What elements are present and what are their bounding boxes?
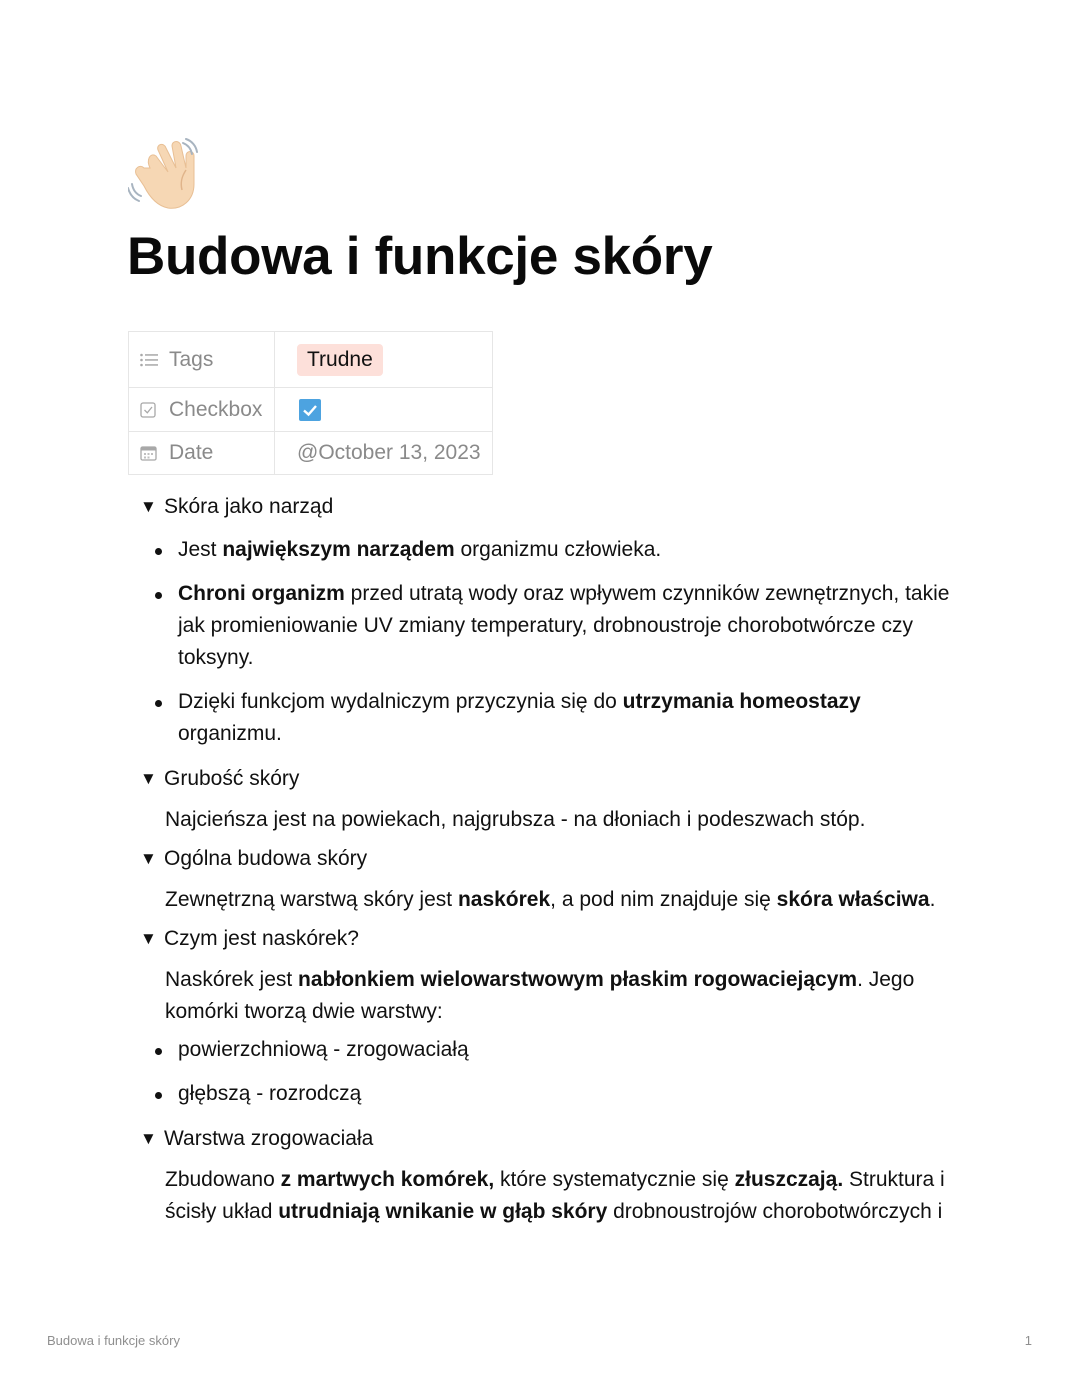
text-run: drobnoustrojów chorobotwórczych i xyxy=(607,1200,943,1223)
bold-text: skóra właściwa xyxy=(776,888,930,911)
property-row-checkbox xyxy=(129,388,493,432)
list-item xyxy=(153,686,970,750)
text-run: Naskórek jest xyxy=(165,968,299,991)
checked-checkbox[interactable] xyxy=(299,399,321,421)
toggle-block xyxy=(140,842,970,916)
footer-title: Budowa i funkcje skóry xyxy=(47,1333,180,1348)
property-value-checkbox xyxy=(275,388,493,432)
waving-hand-icon[interactable] xyxy=(128,138,206,212)
toggle-block xyxy=(140,490,970,750)
bulleted-list xyxy=(115,534,970,750)
property-row-date xyxy=(129,432,493,475)
triangle-down-icon[interactable]: ▼ xyxy=(140,929,157,948)
calendar-icon xyxy=(140,445,158,461)
toggle-header[interactable] xyxy=(140,922,970,956)
list-item xyxy=(153,534,970,566)
paragraph xyxy=(165,1164,970,1228)
text-run: głębszą - rozrodczą xyxy=(178,1082,362,1105)
checkmark-icon xyxy=(299,399,321,421)
property-label: Date xyxy=(169,441,214,464)
bold-text: utrzymania homeostazy xyxy=(622,690,861,713)
text-run: Najcieńsza jest na powiekach, najgrubsza - na dłoniach i podeszwach stóp. xyxy=(165,808,866,831)
toggle-block xyxy=(140,1122,970,1228)
text-run: . Jego komórki tworzą dwie warstwy: xyxy=(165,968,915,1023)
text-run: Zbudowano xyxy=(165,1168,281,1191)
triangle-down-icon[interactable]: ▼ xyxy=(140,1129,157,1148)
triangle-down-icon[interactable]: ▼ xyxy=(140,769,157,788)
toggle-header[interactable] xyxy=(140,1122,970,1156)
toggle-header[interactable] xyxy=(140,762,970,796)
property-value-date[interactable] xyxy=(275,432,493,475)
properties-table xyxy=(128,331,493,475)
paragraph xyxy=(165,884,970,916)
bulleted-list xyxy=(115,1034,970,1110)
text-run: organizmu. xyxy=(178,722,282,745)
property-label: Tags xyxy=(169,347,214,371)
text-run: Struktura i ścisły układ xyxy=(165,1168,945,1223)
text-run: Jest xyxy=(178,538,223,561)
list-item xyxy=(153,1034,970,1066)
toggle-content xyxy=(140,884,970,916)
bold-text: nabłonkiem wielowarstwowym płaskim rogowaciejącym xyxy=(298,968,858,991)
text-run: Zewnętrzną warstwą skóry jest xyxy=(165,888,458,911)
property-name-date[interactable] xyxy=(129,432,275,475)
property-row-tags xyxy=(129,332,493,388)
triangle-down-icon[interactable]: ▼ xyxy=(140,849,157,868)
toggle-title: Czym jest naskórek? xyxy=(164,927,359,950)
toggle-header[interactable] xyxy=(140,490,970,524)
toggle-content xyxy=(140,1164,970,1228)
toggle-title: Skóra jako narząd xyxy=(164,495,334,518)
list-item xyxy=(153,1078,970,1110)
bold-text: z martwych komórek, xyxy=(280,1168,495,1191)
triangle-down-icon[interactable]: ▼ xyxy=(140,497,157,516)
list-item xyxy=(153,578,970,674)
footer-page-number: 1 xyxy=(1024,1333,1032,1348)
bold-text: Chroni organizm xyxy=(178,582,345,605)
property-name-tags[interactable] xyxy=(129,332,275,388)
toggle-title: Warstwa zrogowaciała xyxy=(164,1127,374,1150)
page-title: Budowa i funkcje skóry xyxy=(127,227,713,286)
tag-badge[interactable]: Trudne xyxy=(297,344,383,376)
checkbox-icon xyxy=(140,402,158,418)
property-value-tags[interactable] xyxy=(275,332,493,388)
toggle-block xyxy=(140,762,970,836)
bold-text: złuszczają. xyxy=(734,1168,844,1191)
bold-text: naskórek xyxy=(457,888,551,911)
property-name-checkbox[interactable] xyxy=(129,388,275,432)
date-mention[interactable]: @October 13, 2023 xyxy=(297,441,481,464)
bold-text: największym narządem xyxy=(222,538,455,561)
page-content xyxy=(140,486,970,1234)
toggle-content xyxy=(140,964,970,1028)
text-run: Dzięki funkcjom wydalniczym przyczynia się do xyxy=(178,690,623,713)
toggle-block xyxy=(140,922,970,1110)
paragraph xyxy=(165,964,970,1028)
property-label: Checkbox xyxy=(169,397,263,421)
toggle-header[interactable] xyxy=(140,842,970,876)
text-run: organizmu człowieka. xyxy=(454,538,662,561)
list-icon xyxy=(140,353,158,367)
text-run: które systematycznie się xyxy=(494,1168,735,1191)
toggle-content xyxy=(140,804,970,836)
text-run: przed utratą wody oraz wpływem czynników zewnętrznych, takie jak promieniowanie UV zmiany temperatury, drobnoustroje chorobotwórcze czy toksyny. xyxy=(178,582,950,669)
text-run: , a pod nim znajduje się xyxy=(550,888,777,911)
bold-text: utrudniają wnikanie w głąb skóry xyxy=(278,1200,608,1223)
paragraph xyxy=(165,804,970,836)
toggle-title: Grubość skóry xyxy=(164,767,300,790)
text-run: powierzchniową - zrogowaciałą xyxy=(178,1038,469,1061)
toggle-title: Ogólna budowa skóry xyxy=(164,847,368,870)
text-run: . xyxy=(929,888,936,911)
